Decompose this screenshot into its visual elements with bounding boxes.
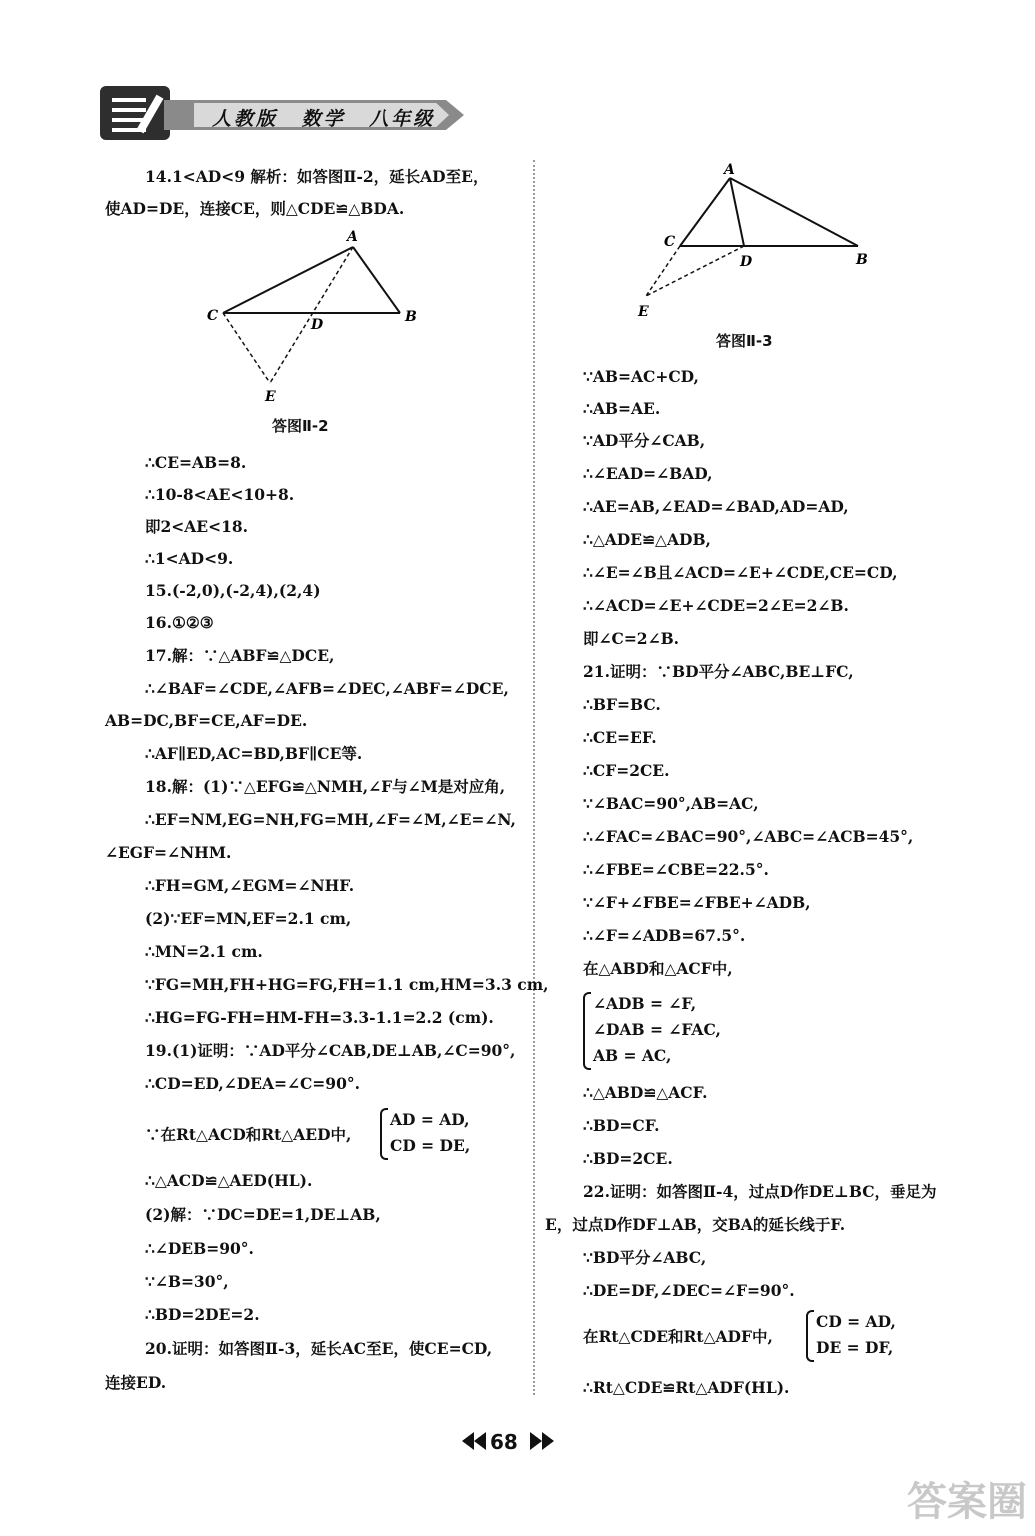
figure-ii-3 [628,160,878,325]
svg-text:D: D [740,254,753,270]
brace22-line2: DE = DF, [816,1338,894,1357]
left-text-line: (2)∵EF=MN,EF=2.1 cm, [145,909,352,928]
left-text-line: ∴EF=NM,EG=NH,FG=MH,∠F=∠M,∠E=∠N, [145,810,516,829]
watermark: 答案圈 [907,1479,1027,1525]
left-text-line: 即2<AE<18. [145,517,249,536]
svg-text:C: C [207,308,219,324]
right-text-line: ∴BF=BC. [583,695,661,714]
figure-ii-2 [195,225,435,405]
left-text-line: ∴FH=GM,∠EGM=∠NHF. [145,876,355,895]
brace22-system [806,1308,926,1364]
right-text-line: ∴CF=2CE. [583,761,670,780]
left-text-line: ∴CD=ED,∠DEA=∠C=90°. [145,1074,361,1093]
left-text-line: AB=DC,BF=CE,AF=DE. [105,711,308,730]
right-text-line: 22.证明：如答图Ⅱ-4，过点D作DE⊥BC，垂足为 [583,1182,937,1201]
next-arrow-icon [530,1432,542,1450]
svg-text:A: A [347,229,358,245]
left-text-line: ∴MN=2.1 cm. [145,942,263,961]
brace21-line2: ∠DAB = ∠FAC, [593,1020,721,1039]
left-text-line: ∴HG=FG-FH=HM-FH=3.3-1.1=2.2 (cm). [145,1008,494,1027]
brace19-system [380,1106,500,1162]
left-text-line: ∠EGF=∠NHM. [105,843,232,862]
right-text-line: 21.证明：∵BD平分∠ABC,BE⊥FC, [583,662,854,681]
notebook-icon [100,86,170,140]
prev-arrow-icon [462,1432,474,1450]
right-text-line: ∵AB=AC+CD, [583,367,699,386]
right-text-line: ∴∠ACD=∠E+∠CDE=2∠E=2∠B. [583,596,849,615]
left-text-line: ∴AF∥ED,AC=BD,BF∥CE等. [145,744,363,763]
svg-text:B: B [405,309,417,325]
brace21-line3: AB = AC, [593,1046,672,1065]
left-text-line: ∴∠BAF=∠CDE,∠AFB=∠DEC,∠ABF=∠DCE, [145,679,509,698]
left-text-line: 16.①②③ [145,613,214,632]
left-text-line: ∴10-8<AE<10+8. [145,485,295,504]
header-banner [100,86,470,140]
right-text-line: ∵∠F+∠FBE=∠FBE+∠ADB, [583,893,811,912]
left-text-line: ∴1<AD<9. [145,549,234,568]
brace19-line2: CD = DE, [390,1136,471,1155]
brace19-line1: AD = AD, [390,1110,470,1129]
svg-text:E: E [638,304,649,320]
right-text-line: ∴BD=2CE. [583,1149,673,1168]
right-text-line: ∵∠BAC=90°,AB=AC, [583,794,759,813]
svg-text:D: D [311,317,324,333]
brace22-line1: CD = AD, [816,1312,896,1331]
right-text-line: ∴∠FBE=∠CBE=22.5°. [583,860,769,879]
right-text-line: ∴Rt△CDE≌Rt△ADF(HL). [583,1378,790,1397]
header-title: 人教版 数学 八年级 [212,108,436,130]
next-arrow-icon-2 [542,1432,554,1450]
left-text-line: ∵∠B=30°, [145,1272,229,1291]
left-text-line: ∴△ACD≌△AED(HL). [145,1171,313,1190]
svg-text:A: A [724,162,735,178]
right-text-line: ∴∠EAD=∠BAD, [583,464,713,483]
brace21-system [583,990,743,1074]
left-text-line: 17.解：∵△ABF≌△DCE, [145,646,335,665]
left-text-line: 18.解：(1)∵△EFG≌△NMH,∠F与∠M是对应角, [145,777,506,796]
left-text-line: ∴CE=AB=8. [145,453,247,472]
right-text-line: ∴AB=AE. [583,399,661,418]
left-text-line: ∴BD=2DE=2. [145,1305,260,1324]
left-text-line: 15.(-2,0),(-2,4),(2,4) [145,581,321,600]
figure-ii-2-caption: 答图Ⅱ-2 [272,417,329,435]
right-text-line: ∴DE=DF,∠DEC=∠F=90°. [583,1281,795,1300]
left-text-line: 14.1<AD<9 解析：如答图Ⅱ-2，延长AD至E， [145,167,489,186]
right-text-line: E，过点D作DF⊥AB，交BA的延长线于F. [545,1215,846,1234]
svg-text:E: E [265,389,276,405]
right-text-line: ∵AD平分∠CAB, [583,431,706,450]
right-text-line: ∴∠E=∠B且∠ACD=∠E+∠CDE,CE=CD, [583,563,898,582]
left-text-line: (2)解：∵DC=DE=1,DE⊥AB, [145,1205,381,1224]
right-text-line: ∴AE=AB,∠EAD=∠BAD,AD=AD, [583,497,849,516]
left-text-line: 19.(1)证明：∵AD平分∠CAB,DE⊥AB,∠C=90°, [145,1041,516,1060]
figure-ii-3-caption: 答图Ⅱ-3 [716,332,773,350]
left-text-line: 使AD=DE，连接CE，则△CDE≌△BDA. [105,199,405,218]
right-text-line: ∴BD=CF. [583,1116,660,1135]
right-text-line: ∴∠F=∠ADB=67.5°. [583,926,746,945]
right-text-line: ∴∠FAC=∠BAC=90°,∠ABC=∠ACB=45°, [583,827,914,846]
brace21-line1: ∠ADB = ∠F, [593,994,697,1013]
right-text-line: ∴△ABD≌△ACF. [583,1083,708,1102]
brace22-prefix: 在Rt△CDE和Rt△ADF中, [583,1327,773,1346]
column-divider [533,160,535,1395]
prev-arrow-icon-2 [474,1432,486,1450]
brace19-prefix: ∵在Rt△ACD和Rt△AED中, [145,1125,352,1144]
left-text-line: 20.证明：如答图Ⅱ-3，延长AC至E，使CE=CD, [145,1339,493,1358]
svg-text:C: C [664,234,676,250]
right-text-line: ∴△ADE≌△ADB, [583,530,711,549]
right-text-line: ∵BD平分∠ABC, [583,1248,707,1267]
right-text-line: 在△ABD和△ACF中, [583,959,733,978]
svg-text:B: B [856,252,868,268]
left-text-line: 连接ED. [105,1373,167,1392]
left-text-line: ∴∠DEB=90°. [145,1239,254,1258]
left-text-line: ∵FG=MH,FH+HG=FG,FH=1.1 cm,HM=3.3 cm, [145,975,549,994]
right-text-line: ∴CE=EF. [583,728,657,747]
page-number: 68 [490,1430,518,1454]
right-text-line: 即∠C=2∠B. [583,629,680,648]
